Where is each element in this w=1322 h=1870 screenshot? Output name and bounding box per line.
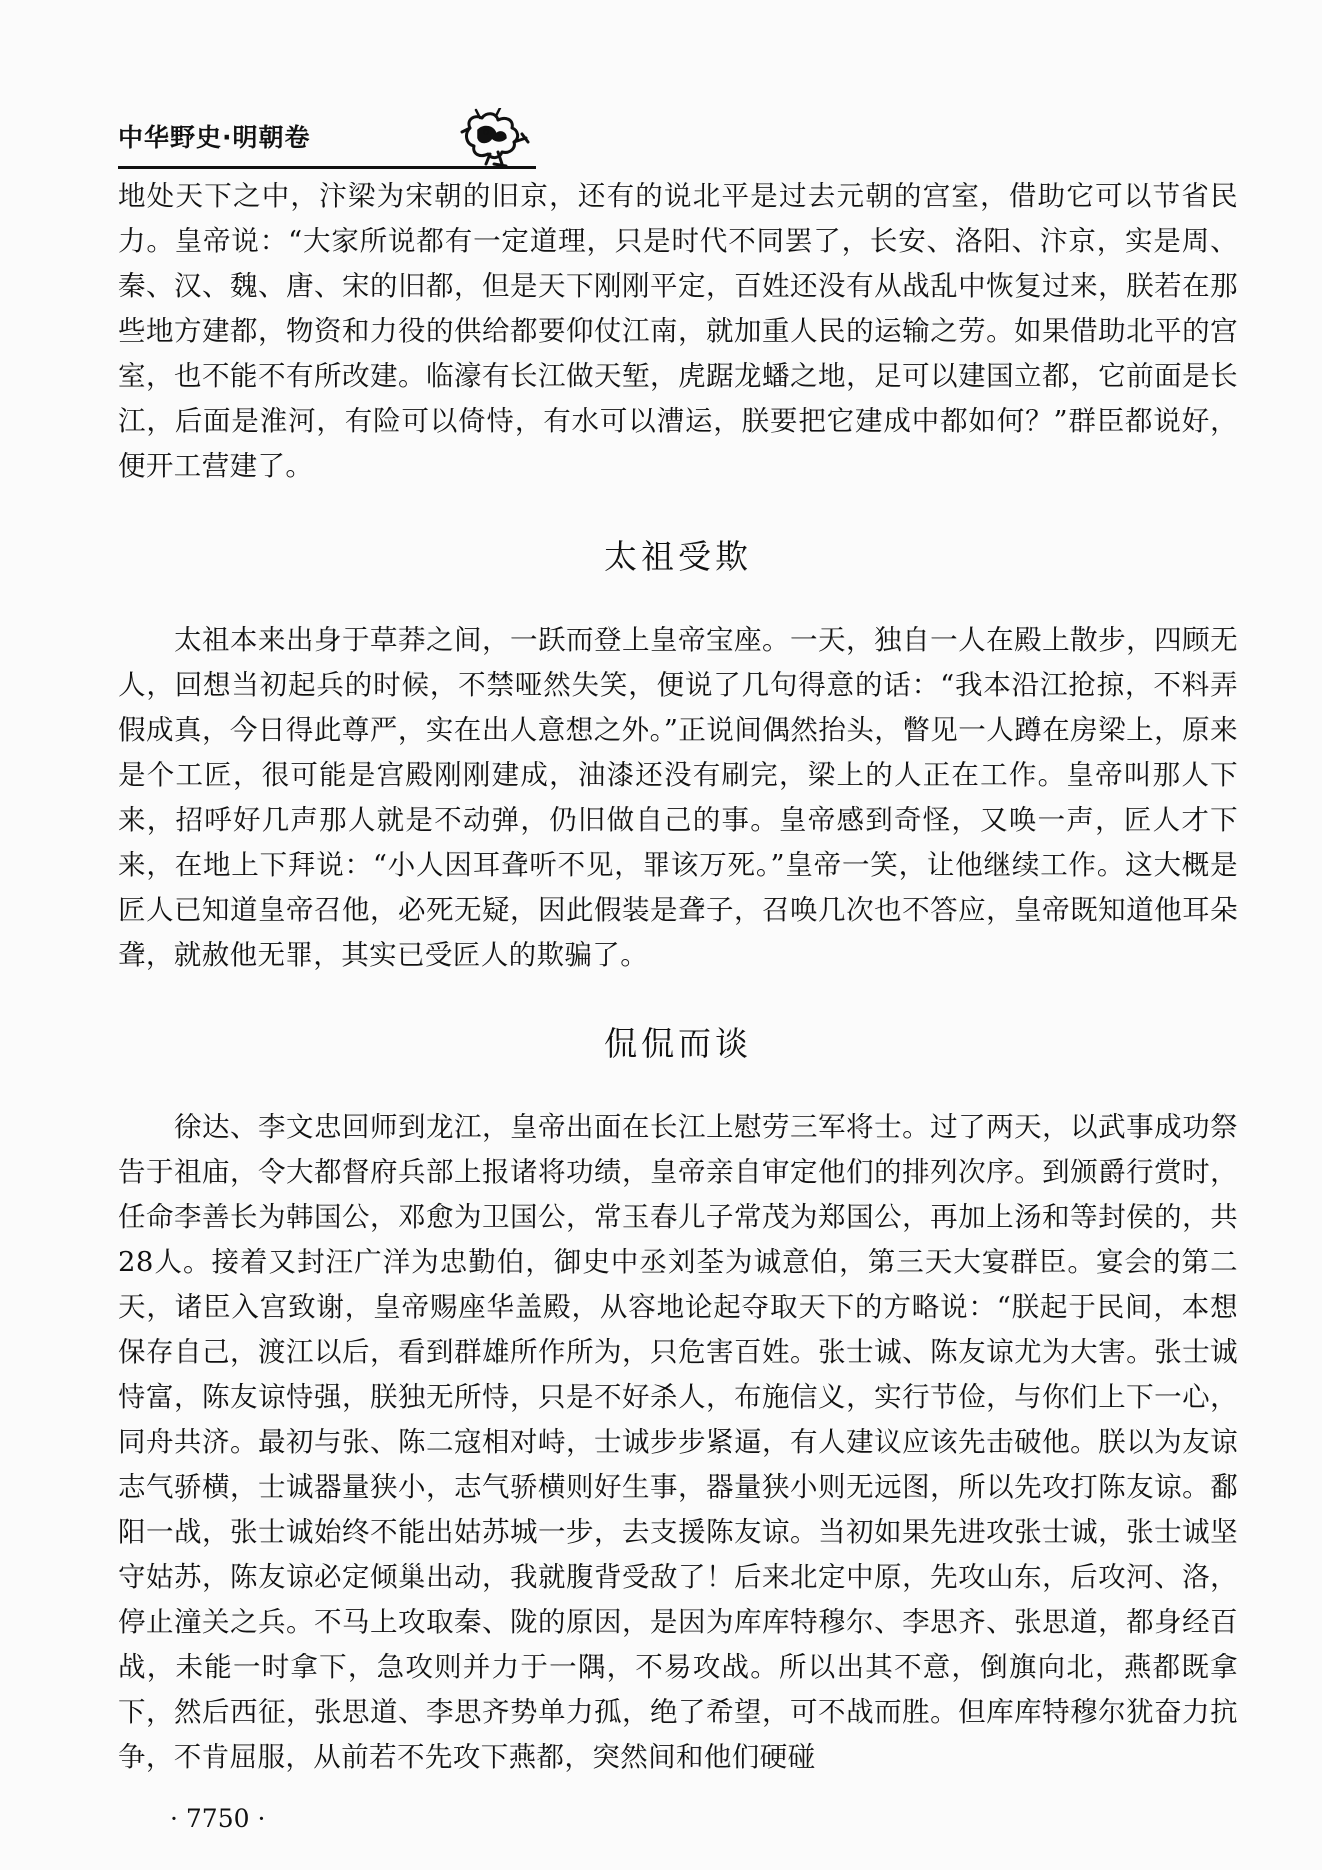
running-header [118,108,538,168]
book-title: 中华野史·明朝卷 [118,123,311,152]
header-rule [118,166,536,169]
intro-paragraph: 地处天下之中，汴梁为宋朝的旧京，还有的说北平是过去元朝的宫室，借助它可以节省民力。皇帝说：“大家所说都有一定道理，只是时代不同罢了，长安、洛阳、汴京，实是周、秦、汉、魏、唐、宋的旧都，但是天下刚刚平定，百姓还没有从战乱中恢复过来，朕若在那些地方建都，物资和力役的供给都要仰仗江南，就加重人民的运输之劳。如果借助北平的宫室，也不能不有所改建。临濠有长江做天堑，虎踞龙蟠之地，足可以建国立都，它前面是长江，后面是淮河，有险可以倚恃，有水可以漕运，朕要把它建成中都如何？”群臣都说好，便开工营建了。 [118,180,1238,482]
section-title-taizu: 太祖受欺 [604,537,752,576]
section-title-kankan: 侃侃而谈 [604,1024,752,1063]
page-number: · 7750 · [170,1804,266,1833]
dragon-emblem-icon [456,108,536,168]
section-paragraph-taizu: 太祖本来出身于草莽之间，一跃而登上皇帝宝座。一天，独自一人在殿上散步，四顾无人，回想当初起兵的时候，不禁哑然失笑，便说了几句得意的话：“我本沿江抢掠，不料弄假成真，今日得此尊严，实在出人意想之外。”正说间偶然抬头，瞥见一人蹲在房梁上，原来是个工匠，很可能是宫殿刚刚建成，油漆还没有刷完，梁上的人正在工作。皇帝叫那人下来，招呼好几声那人就是不动弹，仍旧做自己的事。皇帝感到奇怪，又唤一声，匠人才下来，在地上下拜说：“小人因耳聋听不见，罪该万死。”皇帝一笑，让他继续工作。这大概是匠人已知道皇帝召他，必死无疑，因此假装是聋子，召唤几次也不答应，皇帝既知道他耳朵聋，就赦他无罪，其实已受匠人的欺骗了。 [118,624,1238,971]
main-text [118,174,1238,1780]
section-paragraph-kankan: 徐达、李文忠回师到龙江，皇帝出面在长江上慰劳三军将士。过了两天，以武事成功祭告于祖庙，令大都督府兵部上报诸将功绩，皇帝亲自审定他们的排列次序。到颁爵行赏时，任命李善长为韩国公，邓愈为卫国公，常玉春儿子常茂为郑国公，再加上汤和等封侯的，共28人。接着又封汪广洋为忠勤伯，御史中丞刘荃为诚意伯，第三天大宴群臣。宴会的第二天，诸臣入宫致谢，皇帝赐座华盖殿，从容地论起夺取天下的方略说：“朕起于民间，本想保存自己，渡江以后，看到群雄所作所为，只危害百姓。张士诚、陈友谅尤为大害。张士诚恃富，陈友谅恃强，朕独无所恃，只是不好杀人，布施信义，实行节俭，与你们上下一心，同舟共济。最初与张、陈二寇相对峙，士诚步步紧逼，有人建议应该先击破他。朕以为友谅志气骄横，士诚器量狭小，志气骄横则好生事，器量狭小则无远图，所以先攻打陈友谅。鄱阳一战，张士诚始终不能出姑苏城一步，去支援陈友谅。当初如果先进攻张士诚，张士诚坚守姑苏，陈友谅必定倾巢出动，我就腹背受敌了！后来北定中原，先攻山东，后攻河、洛，停止潼关之兵。不马上攻取秦、陇的原因，是因为库库特穆尔、李思齐、张思道，都身经百战，未能一时拿下，急攻则并力于一隅，不易攻战。所以出其不意，倒旗向北，燕都既拿下，然后西征，张思道、李思齐势单力孤，绝了希望，可不战而胜。但库库特穆尔犹奋力抗争，不肯屈服，从前若不先攻下燕都，突然间和他们硬碰 [118,1111,1238,1773]
